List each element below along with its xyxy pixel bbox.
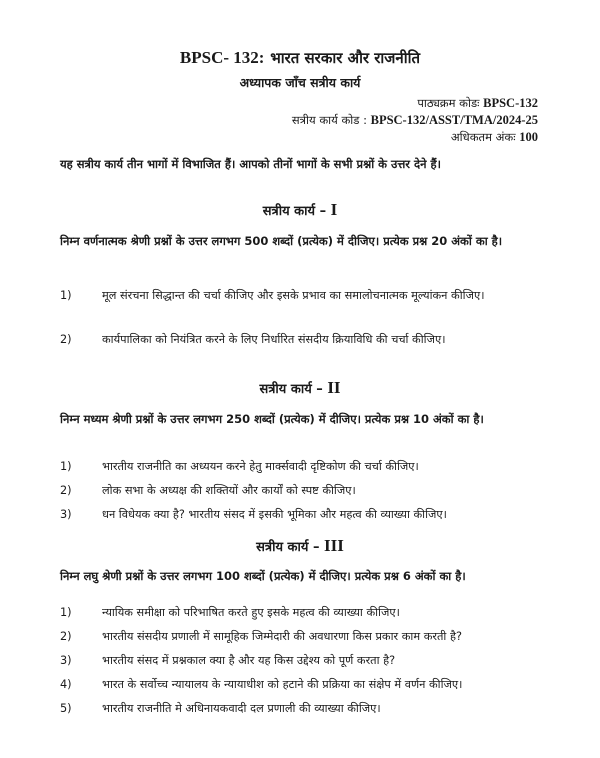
meta-label: पाठ्यक्रम कोडः xyxy=(417,96,480,110)
question-number: 3) xyxy=(60,654,72,667)
question-number: 3) xyxy=(60,508,72,521)
section-instruction: निम्न लघु श्रेणी प्रश्नों के उत्तर लगभग 100 शब्दों (प्रत्येक) में दीजिए। प्रत्येक प्रश्न 6 अंकों का है। xyxy=(60,569,466,583)
meta-value: BPSC-132/ASST/TMA/2024-25 xyxy=(370,113,538,127)
question-number: 2) xyxy=(60,630,72,643)
section-title: सत्रीय कार्य – xyxy=(256,540,320,555)
question-text: लोक सभा के अध्यक्ष की शक्तियों और कार्यों को स्पष्ट कीजिए। xyxy=(102,484,356,497)
section-heading xyxy=(0,200,600,220)
question-number: 2) xyxy=(60,333,72,346)
document-subtitle: अध्यापक जाँच सत्रीय कार्य xyxy=(239,75,361,90)
question-text: धन विधेयक क्या है? भारतीय संसद में इसकी भूमिका और महत्व की व्याख्या कीजिए। xyxy=(102,508,447,521)
question-item xyxy=(60,603,545,623)
section-title: सत्रीय कार्य – xyxy=(262,204,327,219)
question-number: 1) xyxy=(60,606,72,619)
meta-assignment-code xyxy=(292,113,538,128)
section-title: सत्रीय कार्य – xyxy=(259,382,323,397)
question-text: भारतीय राजनीति का अध्ययन करने हेतु मार्क्सवादी दृष्टिकोण की चर्चा कीजिए। xyxy=(102,460,419,473)
meta-max-marks xyxy=(451,130,538,145)
question-number: 5) xyxy=(60,702,72,715)
meta-value: BPSC-132 xyxy=(483,96,538,110)
question-item xyxy=(60,286,545,306)
question-item xyxy=(60,481,545,501)
section-numeral: III xyxy=(324,536,344,555)
intro-text: यह सत्रीय कार्य तीन भागों में विभाजित हैं। आपको तीनों भागों के सभी प्रश्नों के उत्तर देने हैं। xyxy=(60,157,441,171)
question-number: 1) xyxy=(60,460,72,473)
question-text: न्यायिक समीक्षा को परिभाषित करते हुए इसके महत्व की व्याख्या कीजिए। xyxy=(102,606,400,619)
question-text: मूल संरचना सिद्धान्त की चर्चा कीजिए और इसके प्रभाव का समालोचनात्मक मूल्यांकन कीजिए। xyxy=(102,289,485,302)
question-item xyxy=(60,627,545,647)
question-item xyxy=(60,675,545,695)
section-numeral: II xyxy=(327,378,341,397)
section-heading xyxy=(0,378,600,398)
section-instruction: निम्न वर्णनात्मक श्रेणी प्रश्नों के उत्तर लगभग 500 शब्दों (प्रत्येक) में दीजिए। प्रत्येक प्रश्न 20 अंकों का है। xyxy=(60,234,503,248)
course-name: भारत सरकार और राजनीति xyxy=(270,49,421,67)
question-item xyxy=(60,651,545,671)
meta-label: अधिकतम अंकः xyxy=(450,130,516,144)
question-item xyxy=(60,330,545,350)
course-code: BPSC- 132: xyxy=(179,48,265,67)
document-title xyxy=(0,48,600,68)
section-numeral: I xyxy=(330,200,338,219)
question-number: 1) xyxy=(60,289,72,302)
question-text: भारतीय संसदीय प्रणाली में सामूहिक जिम्मेदारी की अवधारणा किस प्रकार काम करती है? xyxy=(102,630,462,643)
question-text: भारतीय राजनीति मे अधिनायकवादी दल प्रणाली की व्याख्या कीजिए। xyxy=(102,702,381,715)
question-item xyxy=(60,457,545,477)
meta-course-code xyxy=(417,96,538,111)
question-number: 4) xyxy=(60,678,72,691)
question-item xyxy=(60,505,545,525)
section-heading xyxy=(0,536,600,556)
question-number: 2) xyxy=(60,484,72,497)
section-instruction: निम्न मध्यम श्रेणी प्रश्नों के उत्तर लगभग 250 शब्दों (प्रत्येक) में दीजिए। प्रत्येक प्रश्न 10 अंकों का है। xyxy=(60,412,484,426)
question-text: भारतीय संसद में प्रश्नकाल क्या है और यह किस उद्देश्य को पूर्ण करता है? xyxy=(102,654,396,667)
question-text: कार्यपालिका को नियंत्रित करने के लिए निर्धारित संसदीय क्रियाविधि की चर्चा कीजिए। xyxy=(102,333,446,346)
meta-value: 100 xyxy=(519,130,538,144)
question-text: भारत के सर्वोच्च न्यायालय के न्यायाधीश को हटाने की प्रक्रिया का संक्षेप में वर्णन कीजिए। xyxy=(102,678,463,691)
meta-label: सत्रीय कार्य कोड : xyxy=(291,113,367,127)
question-item xyxy=(60,699,545,719)
